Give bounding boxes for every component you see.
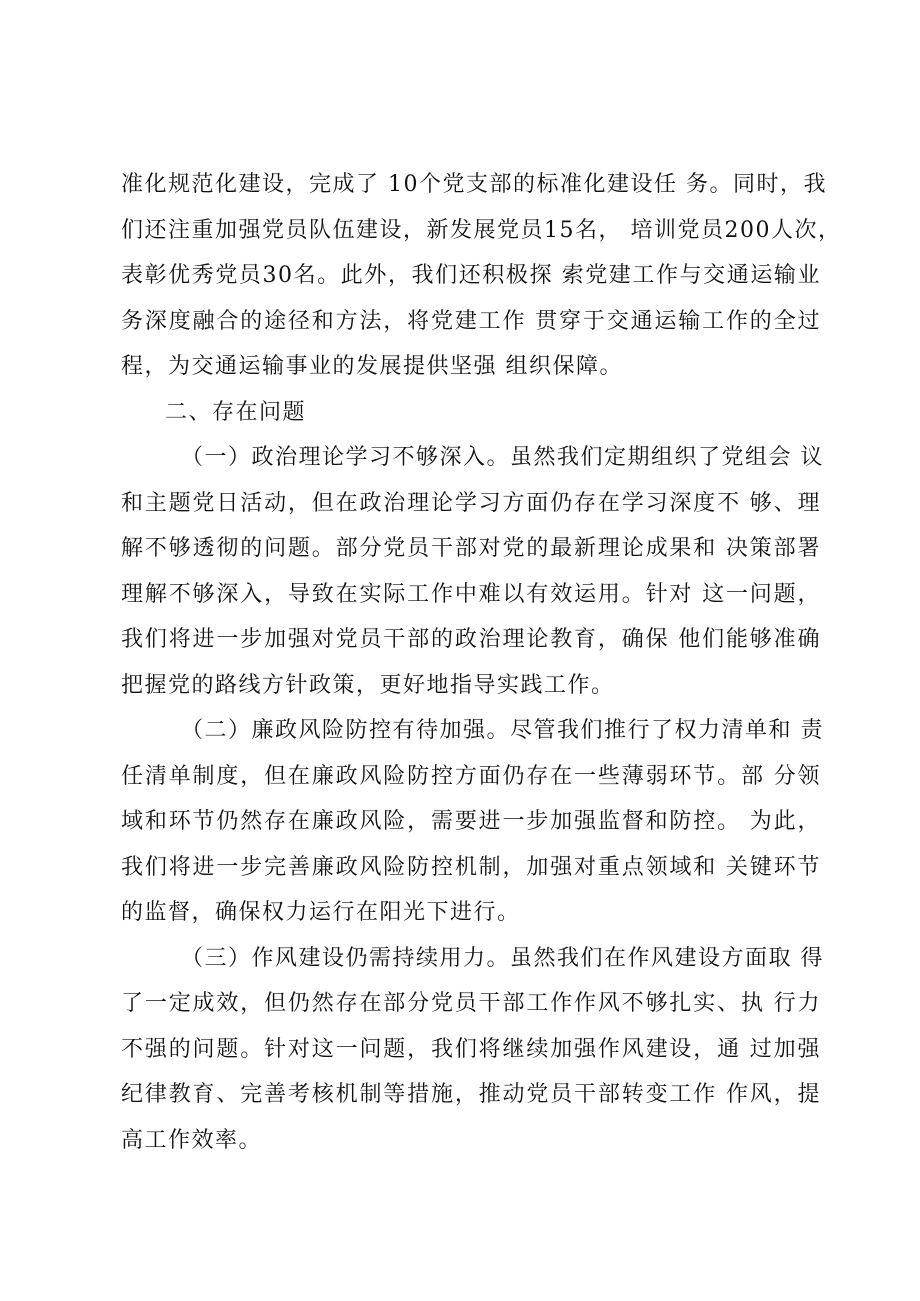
body-line: 把握党的路线方针政策，更好地指导实践工作。 [121, 672, 615, 698]
body-line: 任清单制度，但在廉政风险防控方面仍存在一些薄弱环节。部 分领 [121, 763, 821, 789]
body-line: 理解不够深入，导致在实际工作中难以有效运用。针对 这一问题， [121, 581, 821, 607]
body-line: 们还注重加强党员队伍建设，新发展党员15名， 培训党员200人次， [121, 217, 842, 243]
body-line: 的监督，确保权力运行在阳光下进行。 [121, 900, 521, 925]
body-line: 和主题党日活动，但在政治理论学习方面仍存在学习深度不 够、理 [121, 490, 821, 516]
body-line: 准化规范化建设，完成了 10个党支部的标准化建设任 务。同时，我 [121, 172, 827, 197]
body-line: 高工作效率。 [121, 1127, 263, 1153]
body-line: 不强的问题。针对这一问题，我们将继续加强作风建设，通 过加强 [121, 1036, 821, 1062]
paragraph-2-first-line: （二）廉政风险防控有待加强。尽管我们推行了权力清单和 责 [181, 718, 824, 743]
body-line: 我们将进一步完善廉政风险防控机制，加强对重点领域和 关键环节 [121, 854, 821, 880]
paragraph-1-first-line: （一）政治理论学习不够深入。虽然我们定期组织了党组会 议 [181, 445, 824, 470]
body-line: 我们将进一步加强对党员干部的政治理论教育，确保 他们能够准确 [121, 627, 821, 652]
body-line: 纪律教育、完善考核机制等措施，推动党员干部转变工作 作风，提 [121, 1082, 821, 1107]
body-line: 域和环节仍然存在廉政风险，需要进一步加强监督和防控。 为此， [121, 809, 821, 834]
body-line: 程，为交通运输事业的发展提供坚强 组织保障。 [121, 354, 623, 379]
body-line: 了一定成效，但仍然存在部分党员干部工作作风不够扎实、执 行力 [121, 991, 821, 1016]
body-line: 表彰优秀党员30名。此外，我们还积极探 索党建工作与交通运输业 [121, 263, 821, 288]
body-line: 务深度融合的途径和方法，将党建工作 贯穿于交通运输工作的全过 [121, 308, 821, 334]
document-body [121, 162, 842, 1163]
paragraph-3-first-line: （三）作风建设仍需持续用力。虽然我们在作风建设方面取 得 [181, 945, 824, 971]
section-heading: 二、存在问题 [165, 399, 307, 425]
body-line: 解不够透彻的问题。部分党员干部对党的最新理论成果和 决策部署 [121, 536, 821, 561]
